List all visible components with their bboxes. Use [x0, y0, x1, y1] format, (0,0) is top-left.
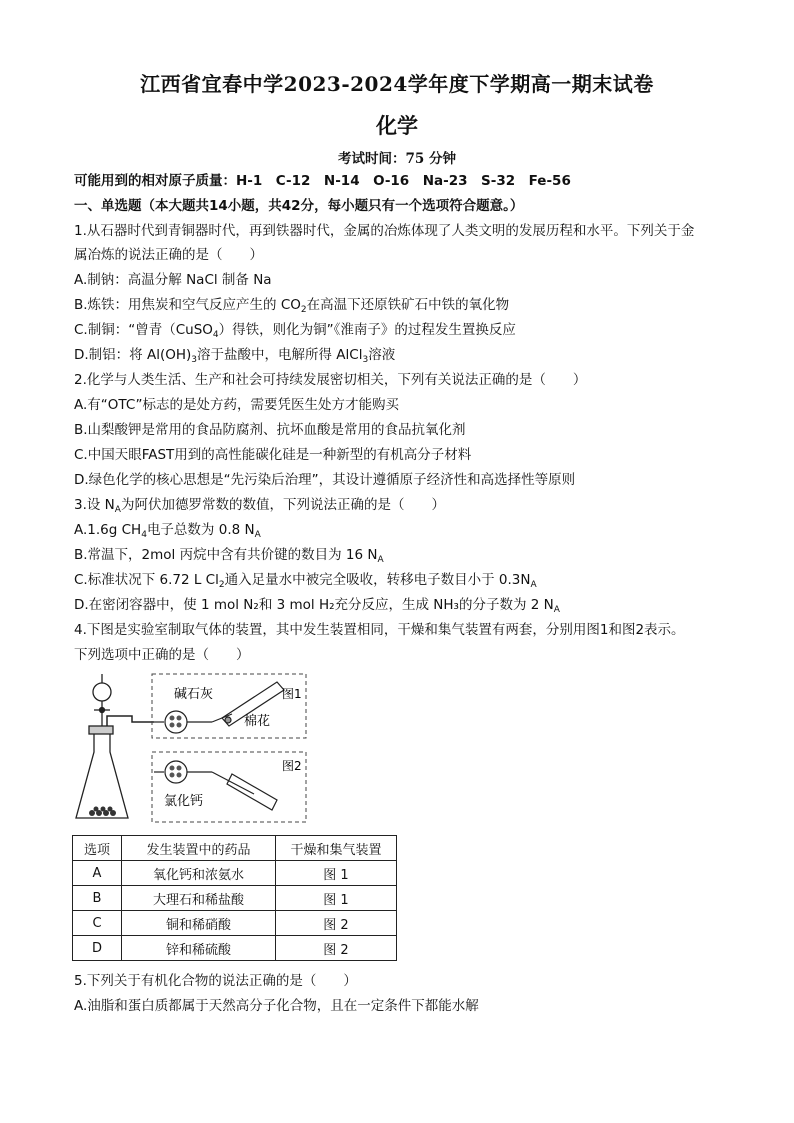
q1-stem-line1: 1.从石器时代到青铜器时代，再到铁器时代，金属的冶炼体现了人类文明的发展历程和水平。下列关于金	[74, 223, 695, 239]
table-cell: 图 2	[276, 936, 397, 961]
q2-stem: 2.化学与人类生活、生产和社会可持续发展密切相关，下列有关说法正确的是（ ）	[74, 372, 587, 388]
q3-option-d: D.在密闭容器中，使 1 mol N₂和 3 mol H₂充分反应，生成 NH₃的分子数为 2 $N_A$	[74, 597, 560, 615]
atomic-masses: 可能用到的相对原子质量：H-1 C-12 N-14 O-16 Na-23 S-32 Fe-56	[74, 173, 571, 189]
table-row	[73, 936, 397, 961]
label-fig2: 图2	[282, 759, 302, 773]
label-cotton: 棉花	[244, 714, 271, 729]
q2-option-d: D.绿色化学的核心思想是“先污染后治理”，其设计遵循原子经济性和高选择性等原则	[74, 472, 576, 488]
q1-stem-line2: 属冶炼的说法正确的是（ ）	[74, 247, 263, 263]
q4-options-table	[72, 835, 397, 961]
apparatus-figure	[72, 670, 312, 830]
table-cell: C	[73, 911, 122, 936]
table-cell: D	[73, 936, 122, 961]
table-row	[73, 886, 397, 911]
table-cell: B	[73, 886, 122, 911]
q2-option-c: C.中国天眼FAST用到的高性能碳化硅是一种新型的有机高分子材料	[74, 447, 472, 463]
table-cell: 图 1	[276, 886, 397, 911]
table-cell: 大理石和稀盐酸	[122, 886, 276, 911]
table-cell: 铜和稀硝酸	[122, 911, 276, 936]
table-row	[73, 861, 397, 886]
q2-option-b: B.山梨酸钾是常用的食品防腐剂、抗坏血酸是常用的食品抗氧化剂	[74, 422, 466, 438]
table-header: 干燥和集气装置	[276, 836, 397, 861]
label-soda-lime: 碱石灰	[174, 687, 214, 702]
table-header: 选项	[73, 836, 122, 861]
q5-stem: 5.下列关于有机化合物的说法正确的是（ ）	[74, 973, 357, 989]
conical-flask-icon	[76, 726, 128, 818]
table-cell: A	[73, 861, 122, 886]
exam-title: 江西省宜春中学2023-2024学年度下学期高一期末试卷	[140, 72, 654, 96]
q4-stem-line1: 4.下图是实验室制取气体的装置，其中发生装置相同，干燥和集气装置有两套，分别用图1和图2表示。	[74, 622, 685, 638]
q3-stem: 3.设 $N_A$为阿伏加德罗常数的数值，下列说法正确的是（ ）	[74, 497, 445, 515]
q4-stem-line2: 下列选项中正确的是（ ）	[74, 647, 250, 663]
label-fig1: 图1	[282, 687, 302, 701]
separatory-funnel-icon	[93, 674, 111, 728]
table-cell: 图 2	[276, 911, 397, 936]
delivery-tube	[107, 716, 154, 726]
table-cell: 氧化钙和浓氨水	[122, 861, 276, 886]
q3-option-c: C.标准状况下 6.72 L $Cl_2$通入足量水中被完全吸收，转移电子数目小于 $0.3N_A$	[74, 572, 537, 590]
exam-time: 考试时间：75 分钟	[338, 151, 456, 167]
q1-option-b: B.炼铁：用焦炭和空气反应产生的 $CO_2$在高温下还原铁矿石中铁的氧化物	[74, 297, 510, 315]
q1-option-a: A.制钠：高温分解 NaCl 制备 Na	[74, 272, 272, 288]
q3-option-b: B.常温下，2mol 丙烷中含有共价键的数目为 16 $N_A$	[74, 547, 384, 565]
table-header-row	[73, 836, 397, 861]
figure1-frame	[152, 674, 306, 738]
table-row	[73, 911, 397, 936]
subject-title: 化学	[376, 113, 418, 138]
table-cell: 图 1	[276, 861, 397, 886]
q1-option-d: D.制铝：将 $Al(OH)_3$溶于盐酸中，电解所得 AlCl$_3$溶液	[74, 347, 396, 365]
q1-option-c: C.制铜：“曾青（CuSO$_4$）得铁，则化为铜”《淮南子》的过程发生置换反应	[74, 322, 516, 340]
label-calcium-chloride: 氯化钙	[164, 794, 204, 809]
q2-option-a: A.有“OTC”标志的是处方药，需要凭医生处方才能购买	[74, 397, 400, 413]
q5-option-a: A.油脂和蛋白质都属于天然高分子化合物，且在一定条件下都能水解	[74, 998, 479, 1014]
section-title: 一、单选题（本大题共14小题，共42分，每小题只有一个选项符合题意。）	[74, 198, 524, 214]
table-header: 发生装置中的药品	[122, 836, 276, 861]
q3-option-a: A.1.6g $CH_4$电子总数为 0.8 $N_A$	[74, 522, 261, 540]
table-cell: 锌和稀硫酸	[122, 936, 276, 961]
